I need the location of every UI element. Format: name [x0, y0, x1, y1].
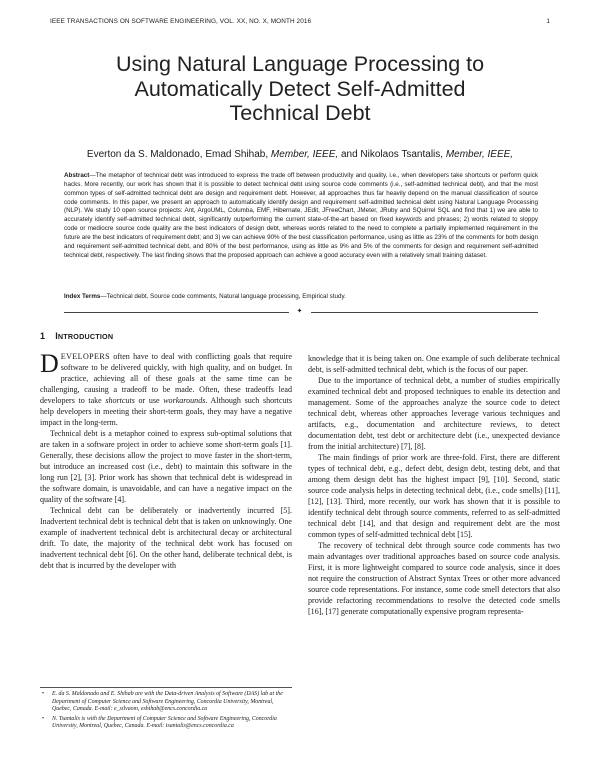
footnote [40, 691, 292, 714]
footnotes [40, 691, 292, 733]
footnote-text: E. da S. Maldonado and E. Shihab are with the Data-driven Analysis of Software (DAS) lab at the Department of Computer Science and Software Engineering, Concordia University, Montreal, Quebec, Canada. E-mail: e_silvaom, eshihab@encs.concordia.ca [52, 691, 283, 713]
footnote-rule [40, 687, 292, 688]
paragraph: Technical debt can be deliberately or inadvertently incurred [5]. Inadvertent technical debt is technical debt that is taken on unknowingly. One example of inadvertent technical debt is architectural decay or architectural drift. To date, the majority of the technical debt work has focused on inadvertent technical debt [6]. On the other hand, deliberate technical debt, is debt that is incurred by the developer with [40, 506, 292, 571]
paragraph: Technical debt is a metaphor coined to express sub-optimal solutions that are taken in a software project in order to achieve some short-term goals [1]. Generally, these decisions allow the project to move faster in the short-term, but introduce an increased cost (i.e., debt) to maintain this software in the long run [2], [3]. Prior work has shown that technical debt is widespread in the software domain, is unavoidable, and can have a negative impact on the quality of the software [4]. [40, 429, 292, 505]
index-terms [64, 292, 538, 301]
author-role-1: Member, IEEE, [270, 149, 339, 160]
author-names-2: and Nikolaos Tsantalis, [338, 149, 446, 160]
left-column [40, 351, 292, 571]
author-role-2: Member, IEEE, [445, 149, 514, 160]
paragraph-text: . Although such shortcuts help developers in meeting their short-term goals, they may have a negative impact in the long-term. [40, 396, 293, 428]
section-title-rest: NTRODUCTION [57, 332, 114, 341]
divider-ornament-icon: ✦ [296, 307, 303, 315]
right-column [308, 353, 560, 617]
paragraph: knowledge that it is being taken on. One example of such deliberate technical debt, is self-admitted technical debt, which is the focus of our paper. [308, 354, 560, 375]
section-number: 1 [40, 331, 46, 341]
emphasis: shortcuts [105, 396, 135, 406]
author-list [40, 149, 560, 160]
section-heading [40, 331, 113, 341]
paragraph [40, 351, 292, 428]
index-terms-text: —Technical debt, Source code comments, Natural language processing, Empirical study. [100, 293, 346, 300]
index-terms-label: Index Terms [64, 293, 101, 300]
paragraph: Due to the importance of technical debt, a number of studies empirically examined technical debt and proposed techniques to enable its detection and management. Some of the approaches analyze the source code to detect technical debt, whereas other approaches leverage various techniques and artifacts, e.g., documentation and architecture reviews, to detect documentation debt, test debt or architecture debt (i.e., unexpected deviance from the initial architecture) [7], [8]. [308, 376, 560, 452]
smallcaps-word: EVELOPERS [60, 352, 110, 361]
bullet-icon: • [42, 715, 45, 722]
section-title-initial: I [55, 331, 58, 341]
abstract-label: Abstract [64, 172, 90, 179]
section-divider-right [311, 312, 538, 313]
drop-cap: D [40, 349, 59, 378]
footnote [40, 716, 292, 731]
page-number: 1 [546, 18, 550, 25]
title-line-3: Technical Debt [229, 101, 371, 125]
paragraph: The main findings of prior work are three-fold. First, there are different types of technical debt, e.g., defect debt, design debt, testing debt, and that among them design debt has the highest impact [9], [10]. Second, static source code analysis helps in detecting technical debt, (i.e., code smells) [11], [12], [13]. Third, more recently, our work has shown that it is possible to identify technical debt through source comments, referred to as self-admitted technical debt [14], and that design and requirement debt are the most common types of self-admitted technical debt [15]. [308, 453, 560, 540]
author-names-1: Everton da S. Maldonado, Emad Shihab, [86, 149, 271, 160]
abstract-text: —The metaphor of technical debt was introduced to express the trade off between productivity and quality, i.e., when developers take shortcuts or perform quick hacks. More recently, our work has shown that it is possible to detect technical debt using source code comments (i.e., self-admitted technical debt), and that the most common types of self-admitted technical debt are design and requirement debt. However, all approaches thus far heavily depend on the manual classification of source code comments. In this paper, we present an approach to automatically identify design and requirement self-admitted technical debt using Natural Language Processing (NLP). We study 10 open source projects: Ant, ArgoUML, Columba, EMF, Hibernate, JEdit, JFreeChart, JMeter, JRuby and SQuirrel SQL and find that 1) we are able to accurately identify self-admitted technical debt, significantly outperforming the current state-of-the-art based on fixed keywords and phrases; 2) words related to sloppy code or mediocre source code quality are the best indicators of design debt, whereas words related to the need to complete a partially implemented requirement in the future are the best indicators of requirement debt; and 3) we can achieve 90% of the best classification performance, using as little as 23% of the comments for both design and requirement self-admitted technical debt, and 80% of the best performance, using as little as 9% and 5% of the comments for design and requirement self-admitted technical debt, respectively. The last finding shows that the proposed approach can achieve a good accuracy even with a relatively small training dataset. [64, 172, 538, 259]
footnote-text: N. Tsantalis is with the Department of Computer Science and Software Engineering, Concordia University, Montreal, Quebec, Canada. E-mail: tsantalis@encs.concordia.ca [52, 715, 277, 730]
bullet-icon: • [42, 691, 45, 697]
journal-info: IEEE TRANSACTIONS ON SOFTWARE ENGINEERING, VOL. XX, NO. X, MONTH 2016 [50, 18, 312, 25]
abstract [64, 172, 538, 260]
running-head [50, 18, 550, 25]
paper-title [60, 52, 540, 126]
section-divider-left [64, 312, 289, 313]
emphasis: workarounds [163, 396, 206, 406]
paragraph: The recovery of technical debt through source code comments has two main advantages over traditional approaches based on source code analysis. First, it is more lightweight compared to source code analysis, since it does not require the construction of Abstract Syntax Trees or other more advanced source code representations. For instance, some code smell detectors that also provide refactoring recommendations to resolve the detected code smells [16], [17] generate computationally expensive program representa- [308, 541, 560, 617]
paragraph-text: or use [134, 396, 164, 406]
title-line-2: Automatically Detect Self-Admitted [134, 76, 466, 101]
title-line-1: Using Natural Language Processing to [115, 52, 485, 76]
paragraph-text: often have to deal with conflicting goals that require software to be delivered quickly, with high quality, and on budget. In practice, achieving all of these goals at the same time can be challenging, causing a tradeoff to be made. Often, these tradeoffs lead developers to take [40, 352, 292, 406]
